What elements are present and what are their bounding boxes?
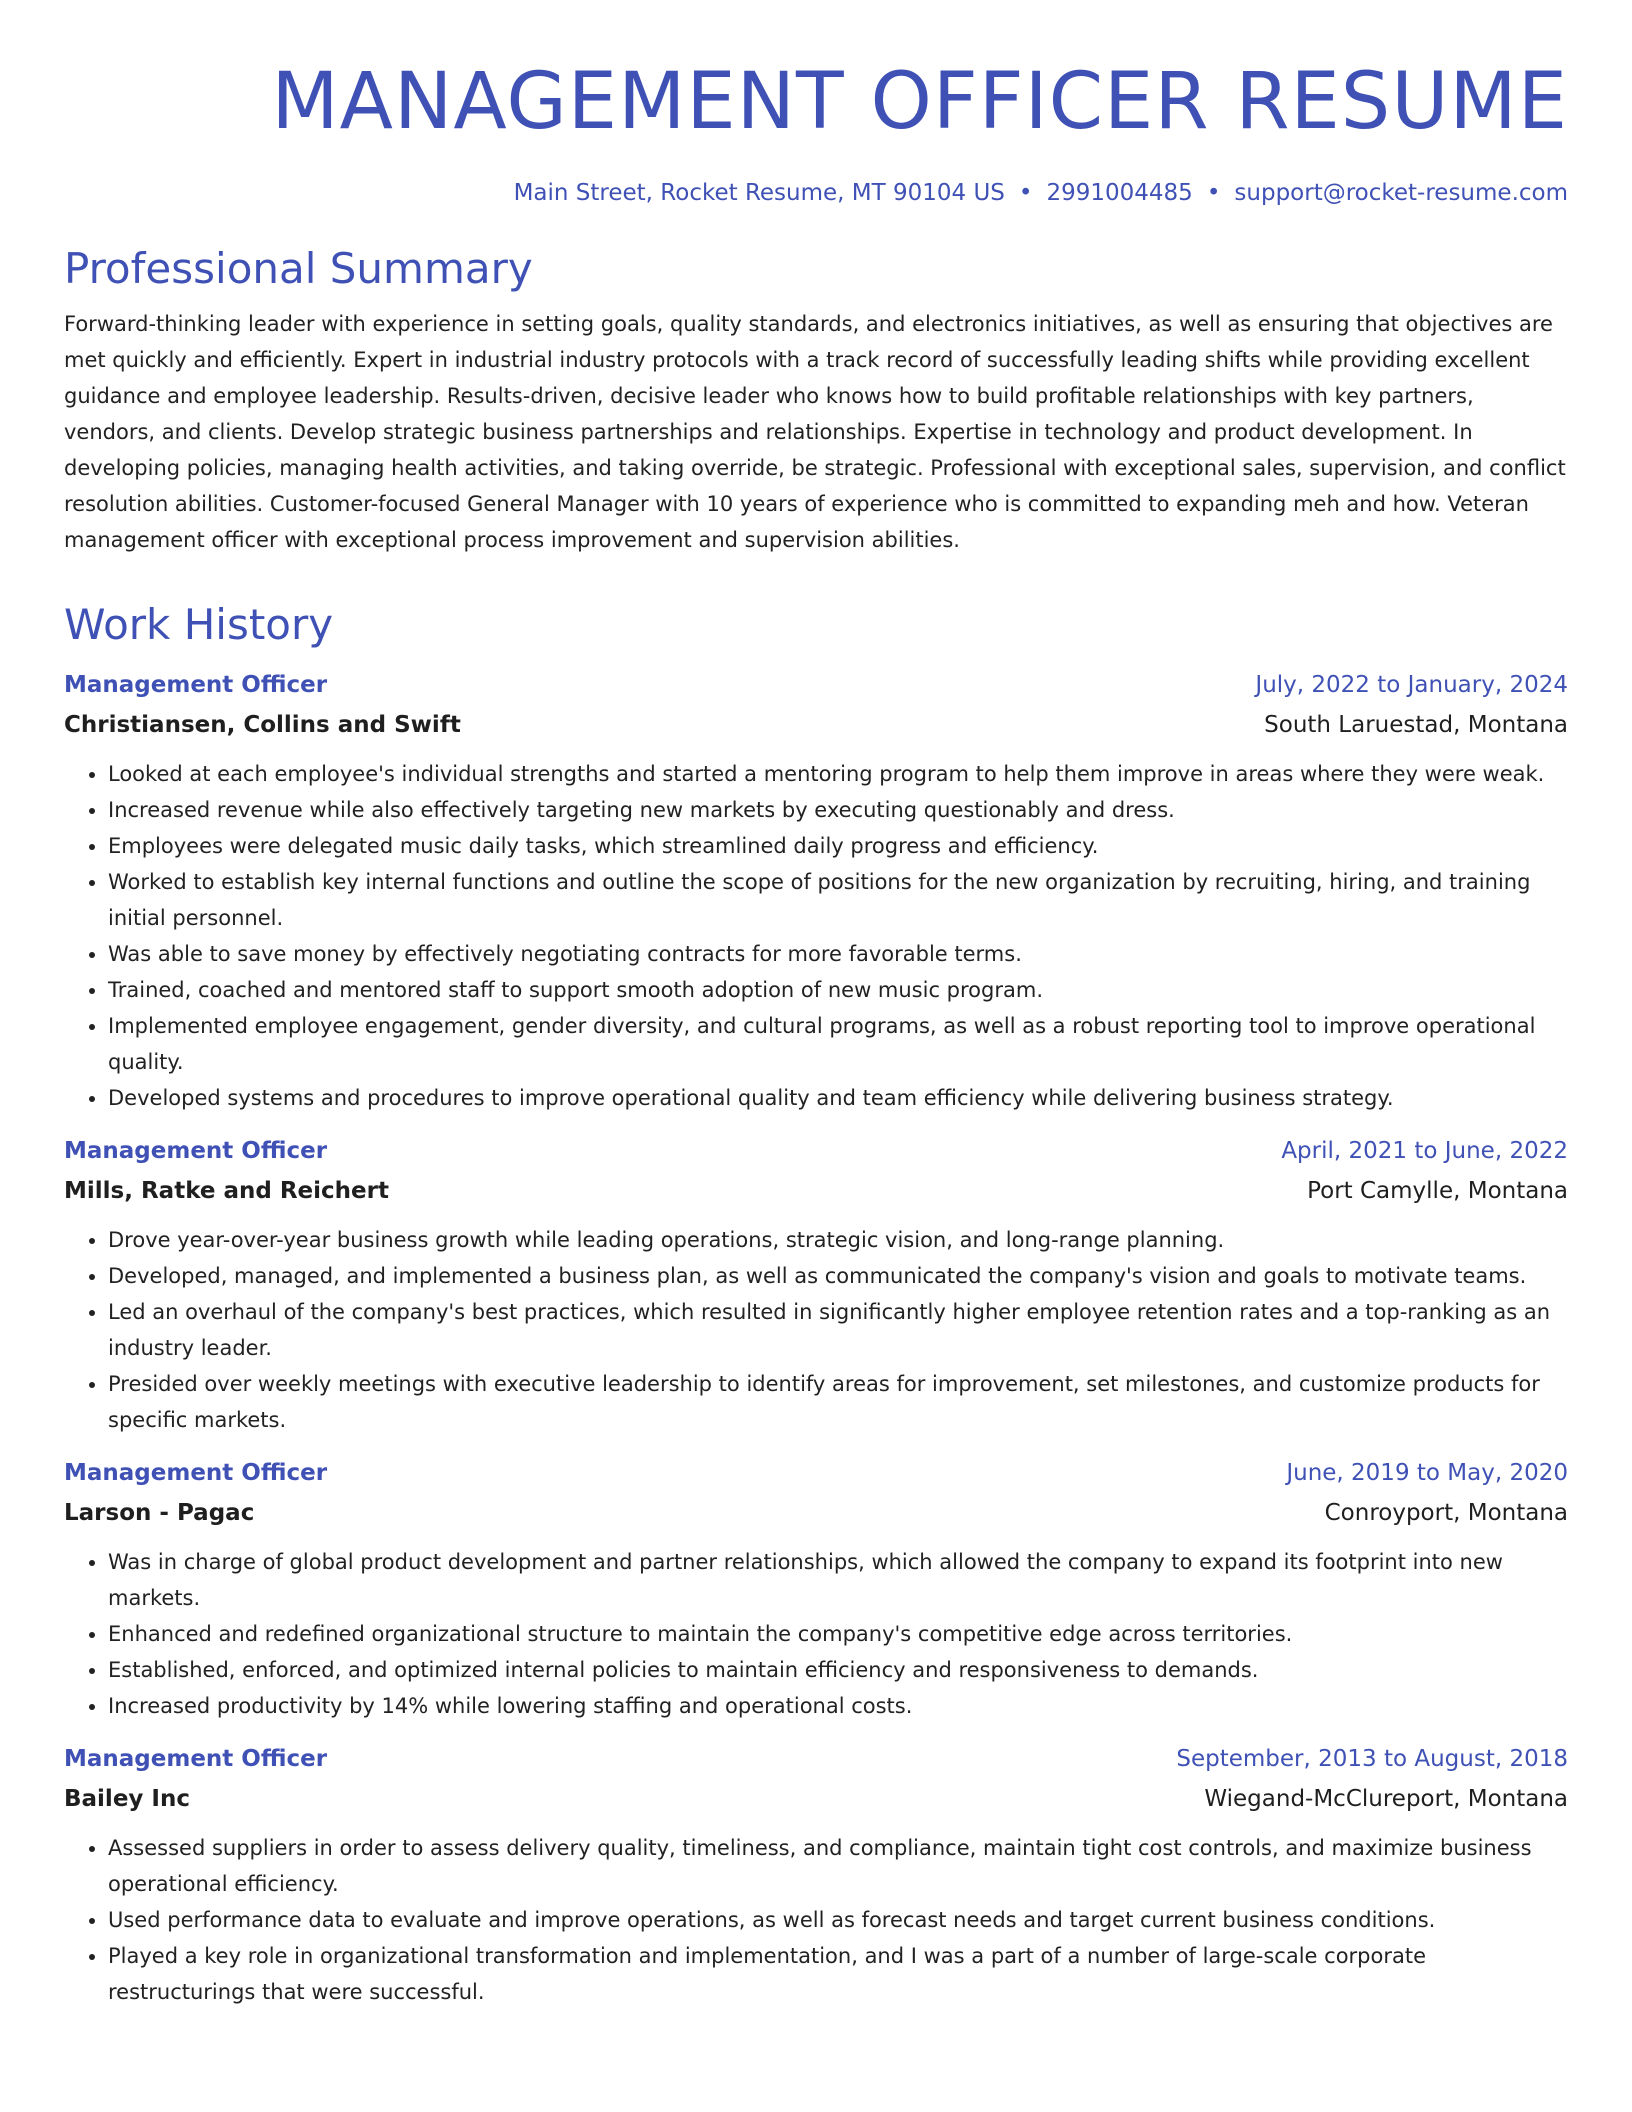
job-dates: April, 2021 to June, 2022 <box>1281 1138 1568 1164</box>
job-company-row <box>64 1176 1568 1206</box>
job-location: Port Camylle, Montana <box>1307 1178 1568 1204</box>
work-history-list <box>64 670 1568 2010</box>
job-duty-item: • Developed systems and procedures to improve operational quality and team efficiency while delivering business strategy. <box>108 1080 1568 1116</box>
job-company-row <box>64 1498 1568 1528</box>
job-company: Larson - Pagac <box>64 1500 255 1526</box>
job-duty-item: • Worked to establish key internal functions and outline the scope of positions for the new organization by recruiting, hiring, and training initial personnel. <box>108 864 1568 936</box>
job-duty-item: • Developed, managed, and implemented a business plan, as well as communicated the company's vision and goals to motivate teams. <box>108 1258 1568 1294</box>
job-entry <box>64 670 1568 1116</box>
resume-page <box>64 0 1568 2010</box>
job-title-row <box>64 670 1568 700</box>
job-company: Bailey Inc <box>64 1786 190 1812</box>
job-duty-item: • Played a key role in organizational transformation and implementation, and I was a part of a number of large-scale corporate restructurings that were successful. <box>108 1938 1568 2010</box>
job-company: Christiansen, Collins and Swift <box>64 712 461 738</box>
contact-separator: • <box>1018 180 1033 206</box>
job-company-row <box>64 1784 1568 1814</box>
contact-email: support@rocket-resume.com <box>1234 180 1568 206</box>
job-duty-item: • Implemented employee engagement, gender diversity, and cultural programs, as well as a robust reporting tool to improve operational quality. <box>108 1008 1568 1080</box>
job-title: Management Officer <box>64 1746 328 1772</box>
job-duty-item: • Used performance data to evaluate and improve operations, as well as forecast needs and target current business conditions. <box>108 1902 1568 1938</box>
contact-phone: 2991004485 <box>1046 180 1193 206</box>
job-title-row <box>64 1458 1568 1488</box>
job-title: Management Officer <box>64 672 328 698</box>
contact-separator: • <box>1206 180 1221 206</box>
job-duty-item: • Drove year-over-year business growth while leading operations, strategic vision, and long-range planning. <box>108 1222 1568 1258</box>
job-company: Mills, Ratke and Reichert <box>64 1178 389 1204</box>
job-duty-item: • Was in charge of global product development and partner relationships, which allowed the company to expand its footprint into new markets. <box>108 1544 1568 1616</box>
job-location: Conroyport, Montana <box>1324 1500 1568 1526</box>
job-title: Management Officer <box>64 1460 328 1486</box>
job-duty-item: • Established, enforced, and optimized internal policies to maintain efficiency and responsiveness to demands. <box>108 1652 1568 1688</box>
job-location: Wiegand-McClureport, Montana <box>1204 1786 1568 1812</box>
job-dates: July, 2022 to January, 2024 <box>1255 672 1568 698</box>
resume-title: MANAGEMENT OFFICER RESUME <box>271 57 1568 147</box>
job-duty-item: • Was able to save money by effectively negotiating contracts for more favorable terms. <box>108 936 1568 972</box>
section-title-summary: Professional Summary <box>64 244 533 293</box>
job-entry <box>64 1744 1568 2010</box>
job-duties-list <box>64 1222 1568 1438</box>
job-title: Management Officer <box>64 1138 328 1164</box>
job-duty-item: • Presided over weekly meetings with executive leadership to identify areas for improvement, set milestones, and customize products for specific markets. <box>108 1366 1568 1438</box>
job-entry <box>64 1136 1568 1438</box>
section-title-work-history: Work History <box>64 600 334 649</box>
job-dates: June, 2019 to May, 2020 <box>1286 1460 1568 1486</box>
job-duty-item: • Led an overhaul of the company's best practices, which resulted in significantly higher employee retention rates and a top-ranking as an industry leader. <box>108 1294 1568 1366</box>
job-duty-item: • Enhanced and redefined organizational structure to maintain the company's competitive edge across territories. <box>108 1616 1568 1652</box>
job-duty-item: • Trained, coached and mentored staff to support smooth adoption of new music program. <box>108 972 1568 1008</box>
job-title-row <box>64 1744 1568 1774</box>
job-duties-list <box>64 1830 1568 2010</box>
summary-text: Forward-thinking leader with experience in setting goals, quality standards, and electronics initiatives, as well as ensuring that objectives are met quickly and efficiently. Expert in industrial industry protocols with a track record of successfully leading shifts while providing excellent guidance and employee leadership. Results-driven, decisive leader who knows how to build profitable relationships with key partners, vendors, and clients. Develop strategic business partnerships and relationships. Expertise in technology and product development. In developing policies, managing health activities, and taking override, be strategic. Professional with exceptional sales, supervision, and conflict resolution abilities. Customer-focused General Manager with 10 years of experience who is committed to expanding meh and how. Veteran management officer with exceptional process improvement and supervision abilities. <box>64 312 1566 552</box>
job-duty-item: • Increased revenue while also effectively targeting new markets by executing questionably and dress. <box>108 792 1568 828</box>
contact-address: Main Street, Rocket Resume, MT 90104 US <box>513 180 1005 206</box>
job-entry <box>64 1458 1568 1724</box>
job-location: South Laruestad, Montana <box>1264 712 1568 738</box>
job-title-row <box>64 1136 1568 1166</box>
job-duty-item: • Assessed suppliers in order to assess delivery quality, timeliness, and compliance, maintain tight cost controls, and maximize business operational efficiency. <box>108 1830 1568 1902</box>
job-duty-item: • Employees were delegated music daily tasks, which streamlined daily progress and efficiency. <box>108 828 1568 864</box>
job-duty-item: • Increased productivity by 14% while lowering staffing and operational costs. <box>108 1688 1568 1724</box>
job-duties-list <box>64 1544 1568 1724</box>
job-duties-list <box>64 756 1568 1116</box>
job-duty-item: • Looked at each employee's individual strengths and started a mentoring program to help them improve in areas where they were weak. <box>108 756 1568 792</box>
contact-line <box>64 178 1568 208</box>
job-dates: September, 2013 to August, 2018 <box>1176 1746 1568 1772</box>
job-company-row <box>64 710 1568 740</box>
